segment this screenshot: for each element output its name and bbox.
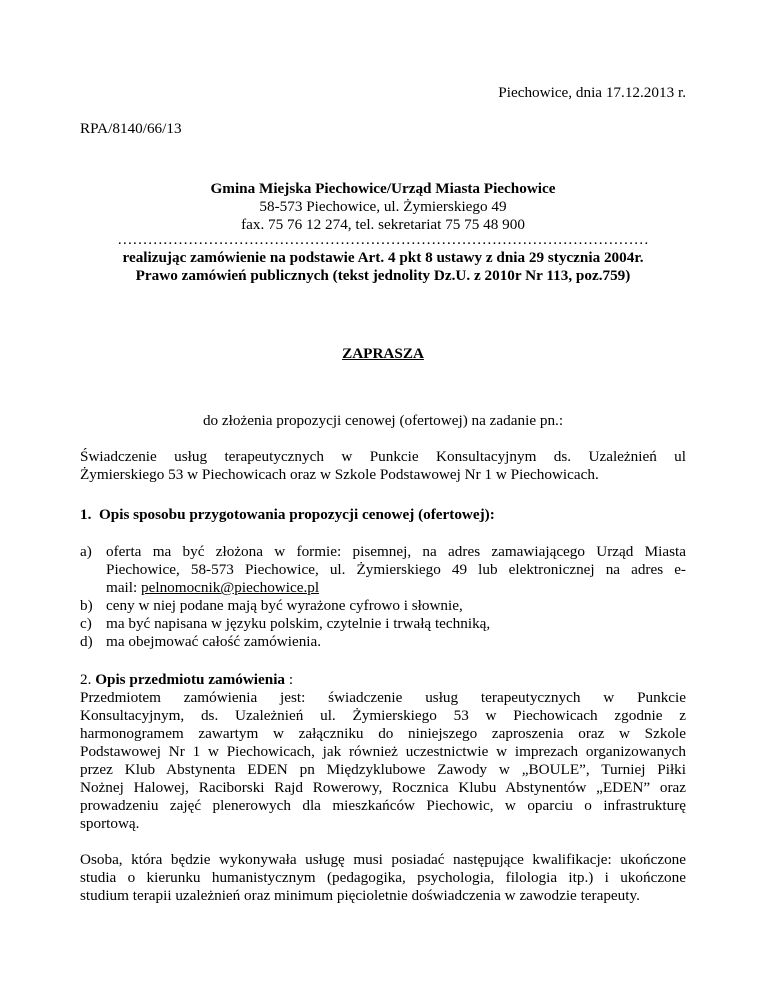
list-item-line-3 <box>106 579 686 597</box>
reference-number: RPA/8140/66/13 <box>80 120 182 137</box>
issuer-name: Gmina Miejska Piechowice/Urząd Miasta Piechowice <box>210 180 556 197</box>
task-description-line-2: Żymierskiego 53 w Piechowicach oraz w Szkole Podstawowej Nr 1 w Piechowicach. <box>80 466 599 483</box>
section-2-line: Przedmiotem zamówienia jest: świadczenie usług terapeutycznych w Punkcie <box>80 689 686 706</box>
list-item-text: ceny w niej podane mają być wyrażone cyfrowo i słownie, <box>106 597 463 614</box>
section-2-line: prowadzeniu zajęć plenerowych dla mieszkańców Piechowic, w oparciu o infrastrukturę <box>80 797 686 814</box>
section-2-number: 2. <box>80 671 92 688</box>
qualifications-line: Osoba, która będzie wykonywała usługę musi posiadać następujące kwalifikacje: ukończone <box>80 851 686 868</box>
dotted-separator: …………………………………………………………………………………………… <box>117 231 649 248</box>
list-item-text: ma obejmować całość zamówienia. <box>106 633 322 650</box>
list-item-text: ma być napisana w języku polskim, czytelnie i trwałą techniką, <box>106 615 491 632</box>
list-item-line-1: oferta ma być złożona w formie: pisemnej, na adres zamawiającego Urząd Miasta <box>106 543 686 560</box>
section-1-heading: 1. Opis sposobu przygotowania propozycji cenowej (ofertowej): <box>80 506 495 523</box>
section-2-line: Nożnej Halowej, Raciborski Rajd Rowerowy, Rocznica Klubu Abstynentów „EDEN” oraz <box>80 779 686 796</box>
legal-basis-line-1: realizując zamówienie na podstawie Art. 4 pkt 8 ustawy z dnia 29 stycznia 2004r. <box>122 249 644 266</box>
section-2-colon: : <box>285 671 294 688</box>
invitation-title: ZAPRASZA <box>342 345 424 362</box>
legal-basis-line-2: Prawo zamówień publicznych (tekst jednolity Dz.U. z 2010r Nr 113, poz.759) <box>135 267 631 284</box>
section-2-heading <box>80 671 686 689</box>
invitation-intro: do złożenia propozycji cenowej (ofertowej) na zadanie pn.: <box>202 412 564 429</box>
issuer-address: 58-573 Piechowice, ul. Żymierskiego 49 <box>259 198 507 215</box>
task-description-line-1: Świadczenie usług terapeutycznych w Punkcie Konsultacyjnym ds. Uzależnień ul <box>80 448 686 465</box>
list-item-line-2: Piechowice, 58-573 Piechowice, ul. Żymierskiego 49 lub elektronicznej na adres e- <box>106 561 686 578</box>
email-label: mail: <box>106 579 142 596</box>
list-marker: b) <box>80 597 93 614</box>
qualifications-line: studia o kierunku humanistycznym (pedagogika, psychologia, filologia itp.) i ukończone <box>80 869 686 886</box>
list-marker: a) <box>80 543 92 560</box>
email-link[interactable]: pelnomocnik@piechowice.pl <box>141 579 320 596</box>
issuer-contact: fax. 75 76 12 274, tel. sekretariat 75 75 48 900 <box>241 216 525 233</box>
section-2-line: przez Klub Abstynenta EDEN pn Międzyklubowe Zawody w „BOULE”, Turniej Piłki <box>80 761 686 778</box>
list-marker: d) <box>80 633 93 650</box>
section-2-title: Opis przedmiotu zamówienia <box>95 671 286 688</box>
section-2-line: Podstawowej Nr 1 w Piechowicach, jak również uczestnictwie w imprezach organizowanych <box>80 743 686 760</box>
section-2-line: harmonogramem zawartym w załączniku do niniejszego zaproszenia oraz w Szkole <box>80 725 686 742</box>
place-date: Piechowice, dnia 17.12.2013 r. <box>498 84 686 101</box>
qualifications-line: studium terapii uzależnień oraz minimum pięcioletnie doświadczenia w zawodzie terapeuty. <box>80 887 640 904</box>
section-2-line: sportową. <box>80 815 140 832</box>
list-marker: c) <box>80 615 92 632</box>
section-2-line: Konsultacyjnym, ds. Uzależnień ul. Żymierskiego 53 w Piechowicach zgodnie z <box>80 707 686 724</box>
